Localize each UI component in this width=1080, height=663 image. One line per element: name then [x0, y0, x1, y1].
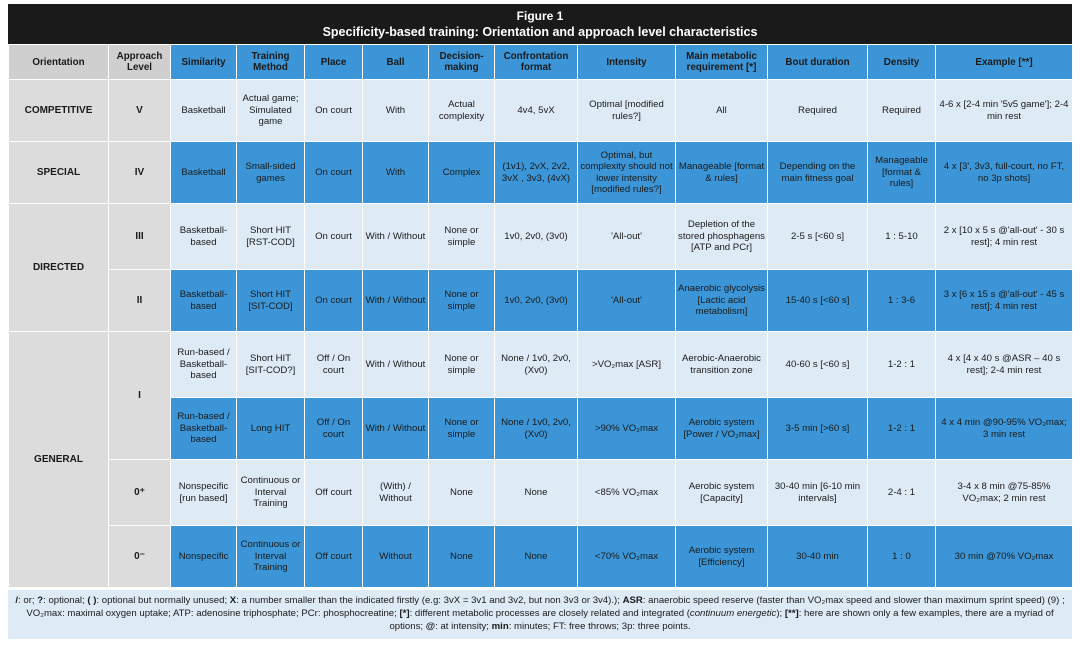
ball-cell: With / Without [363, 398, 429, 460]
note-text: : or; [18, 595, 38, 606]
confrontation-cell: None [495, 460, 578, 526]
confrontation-cell: 4v4, 5vX [495, 80, 578, 142]
confrontation-cell: None / 1v0, 2v0, (Xv0) [495, 398, 578, 460]
approach-level-cell: IV [109, 142, 171, 204]
approach-level-cell: III [109, 204, 171, 270]
confrontation-cell: None [495, 526, 578, 588]
note-italic: continuum energetic [689, 608, 777, 619]
table-row [9, 332, 1073, 398]
example-cell: 4 x [4 x 40 s @ASR – 40 s rest]; 2-4 min rest [936, 332, 1073, 398]
table-row [9, 460, 1073, 526]
similarity-cell: Basketball [171, 142, 237, 204]
note-key: ASR [622, 595, 643, 606]
bout-cell: 3-5 min [>60 s] [768, 398, 868, 460]
intensity-cell: Optimal, but complexity should not lower intensity [modified rules?] [578, 142, 676, 204]
method-cell: Continuous or Interval Training [237, 460, 305, 526]
decision-cell: None [429, 526, 495, 588]
table-row [9, 142, 1073, 204]
ball-cell: With / Without [363, 204, 429, 270]
decision-cell: None or simple [429, 270, 495, 332]
note-key: min [491, 621, 509, 632]
note-key: [**] [784, 608, 799, 619]
header-ball: Ball [363, 45, 429, 80]
header-place: Place [305, 45, 363, 80]
header-bout-duration: Bout duration [768, 45, 868, 80]
confrontation-cell: None / 1v0, 2v0, (Xv0) [495, 332, 578, 398]
figure-title: Specificity-based training: Orientation and approach level characteristics [322, 24, 758, 39]
similarity-cell: Basketball [171, 80, 237, 142]
header-approach-level: Approach Level [109, 45, 171, 80]
place-cell: On court [305, 270, 363, 332]
bout-cell: 2-5 s [<60 s] [768, 204, 868, 270]
density-cell: 1-2 : 1 [868, 398, 936, 460]
density-cell: 1 : 3-6 [868, 270, 936, 332]
figure-title-bar [8, 4, 1072, 44]
density-cell: Required [868, 80, 936, 142]
density-cell: Manageable [format & rules] [868, 142, 936, 204]
figure-label: Figure 1 [516, 8, 564, 23]
figure-container [8, 4, 1072, 639]
example-cell: 3-4 x 8 min @75-85% VO₂max; 2 min rest [936, 460, 1073, 526]
table-row [9, 526, 1073, 588]
similarity-cell: Nonspecific [run based] [171, 460, 237, 526]
note-key: ( ) [87, 595, 97, 606]
intensity-cell: Optimal [modified rules?] [578, 80, 676, 142]
approach-level-cell: 0⁺ [109, 460, 171, 526]
header-metabolic-requirement: Main metabolic requirement [*] [676, 45, 768, 80]
ball-cell: (With) / Without [363, 460, 429, 526]
decision-cell: None or simple [429, 204, 495, 270]
bout-cell: 40-60 s [<60 s] [768, 332, 868, 398]
method-cell: Small-sided games [237, 142, 305, 204]
bout-cell: 30-40 min [768, 526, 868, 588]
density-cell: 1 : 5-10 [868, 204, 936, 270]
header-row [9, 45, 1073, 80]
ball-cell: Without [363, 526, 429, 588]
confrontation-cell: (1v1), 2vX, 2v2, 3vX , 3v3, (4vX) [495, 142, 578, 204]
place-cell: Off / On court [305, 332, 363, 398]
approach-level-cell: I [109, 332, 171, 460]
method-cell: Continuous or Interval Training [237, 526, 305, 588]
decision-cell: None or simple [429, 398, 495, 460]
metabolic-cell: Aerobic system [Power / VO₂max] [676, 398, 768, 460]
table-row [9, 80, 1073, 142]
decision-cell: None [429, 460, 495, 526]
ball-cell: With / Without [363, 270, 429, 332]
header-similarity: Similarity [171, 45, 237, 80]
orientation-competitive: COMPETITIVE [9, 80, 109, 142]
example-cell: 3 x [6 x 15 s @'all-out' - 45 s rest]; 4 min rest [936, 270, 1073, 332]
metabolic-cell: Aerobic system [Capacity] [676, 460, 768, 526]
ball-cell: With / Without [363, 332, 429, 398]
note-text: : optional but normally unused; [96, 595, 230, 606]
header-confrontation-format: Confrontation format [495, 45, 578, 80]
intensity-cell: >VO₂max [ASR] [578, 332, 676, 398]
intensity-cell: >90% VO₂max [578, 398, 676, 460]
intensity-cell: <85% VO₂max [578, 460, 676, 526]
method-cell: Short HIT [SIT-COD] [237, 270, 305, 332]
orientation-directed: DIRECTED [9, 204, 109, 332]
orientation-special: SPECIAL [9, 142, 109, 204]
metabolic-cell: Aerobic-Anaerobic transition zone [676, 332, 768, 398]
note-key: X [229, 595, 237, 606]
metabolic-cell: Manageable [format & rules] [676, 142, 768, 204]
intensity-cell: 'All-out' [578, 204, 676, 270]
header-example: Example [**] [936, 45, 1073, 80]
ball-cell: With [363, 142, 429, 204]
example-cell: 2 x [10 x 5 s @'all-out' - 30 s rest]; 4 min rest [936, 204, 1073, 270]
note-key: / [15, 595, 19, 606]
density-cell: 1-2 : 1 [868, 332, 936, 398]
header-intensity: Intensity [578, 45, 676, 80]
header-training-method: Training Method [237, 45, 305, 80]
example-cell: 4 x 4 min @90-95% VO₂max; 3 min rest [936, 398, 1073, 460]
approach-level-cell: V [109, 80, 171, 142]
note-key: @ [425, 621, 436, 632]
decision-cell: Complex [429, 142, 495, 204]
similarity-cell: Basketball-based [171, 204, 237, 270]
example-cell: 30 min @70% VO₂max [936, 526, 1073, 588]
note-text: : anaerobic speed reserve (faster than VO₂max speed and slower than maximum sprint speed) (9) ; VO₂max: maximal oxygen uptake; ATP: adenosine triphosphate; PCr: phosphocreatine; [26, 595, 1065, 619]
note-key: [*] [399, 608, 410, 619]
approach-level-cell: 0⁻ [109, 526, 171, 588]
intensity-cell: <70% VO₂max [578, 526, 676, 588]
table-row [9, 204, 1073, 270]
note-text: : a number smaller than the indicated firstly (e.g: 3vX = 3v1 and 3v2, but non 3v3 or 3v4).); [236, 595, 623, 606]
approach-level-cell: II [109, 270, 171, 332]
bout-cell: Required [768, 80, 868, 142]
decision-cell: None or simple [429, 332, 495, 398]
note-key: ? [37, 595, 44, 606]
method-cell: Long HIT [237, 398, 305, 460]
similarity-cell: Run-based / Basketball-based [171, 332, 237, 398]
training-table [8, 44, 1073, 588]
example-cell: 4 x [3', 3v3, full-court, no FT, no 3p shots] [936, 142, 1073, 204]
note-text: : optional; [43, 595, 88, 606]
similarity-cell: Basketball-based [171, 270, 237, 332]
table-row [9, 270, 1073, 332]
method-cell: Short HIT [RST-COD] [237, 204, 305, 270]
header-decision-making: Decision-making [429, 45, 495, 80]
footnotes [8, 590, 1072, 639]
header-density: Density [868, 45, 936, 80]
orientation-general: GENERAL [9, 332, 109, 588]
confrontation-cell: 1v0, 2v0, (3v0) [495, 270, 578, 332]
note-text: : different metabolic processes are closely related and integrated ( [409, 608, 690, 619]
metabolic-cell: Anaerobic glycolysis [Lactic acid metabolism] [676, 270, 768, 332]
place-cell: Off court [305, 526, 363, 588]
place-cell: Off court [305, 460, 363, 526]
method-cell: Short HIT [SIT-COD?] [237, 332, 305, 398]
note-text: : at intensity; [435, 621, 492, 632]
header-orientation: Orientation [9, 45, 109, 80]
method-cell: Actual game; Simulated game [237, 80, 305, 142]
similarity-cell: Nonspecific [171, 526, 237, 588]
bout-cell: 30-40 min [6-10 min intervals] [768, 460, 868, 526]
note-text: ); [776, 608, 785, 619]
density-cell: 1 : 0 [868, 526, 936, 588]
ball-cell: With [363, 80, 429, 142]
bout-cell: Depending on the main fitness goal [768, 142, 868, 204]
similarity-cell: Run-based / Basketball-based [171, 398, 237, 460]
metabolic-cell: Aerobic system [Efficiency] [676, 526, 768, 588]
bout-cell: 15-40 s [<60 s] [768, 270, 868, 332]
confrontation-cell: 1v0, 2v0, (3v0) [495, 204, 578, 270]
example-cell: 4-6 x [2-4 min '5v5 game']; 2-4 min rest [936, 80, 1073, 142]
density-cell: 2-4 : 1 [868, 460, 936, 526]
place-cell: On court [305, 204, 363, 270]
metabolic-cell: All [676, 80, 768, 142]
note-text: : minutes; FT: free throws; 3p: three points. [508, 621, 691, 632]
decision-cell: Actual complexity [429, 80, 495, 142]
place-cell: On court [305, 142, 363, 204]
note-text: : here are shown only a few examples, there are a myriad of options; [389, 608, 1054, 632]
metabolic-cell: Depletion of the stored phosphagens [ATP and PCr] [676, 204, 768, 270]
intensity-cell: 'All-out' [578, 270, 676, 332]
place-cell: On court [305, 80, 363, 142]
place-cell: Off / On court [305, 398, 363, 460]
